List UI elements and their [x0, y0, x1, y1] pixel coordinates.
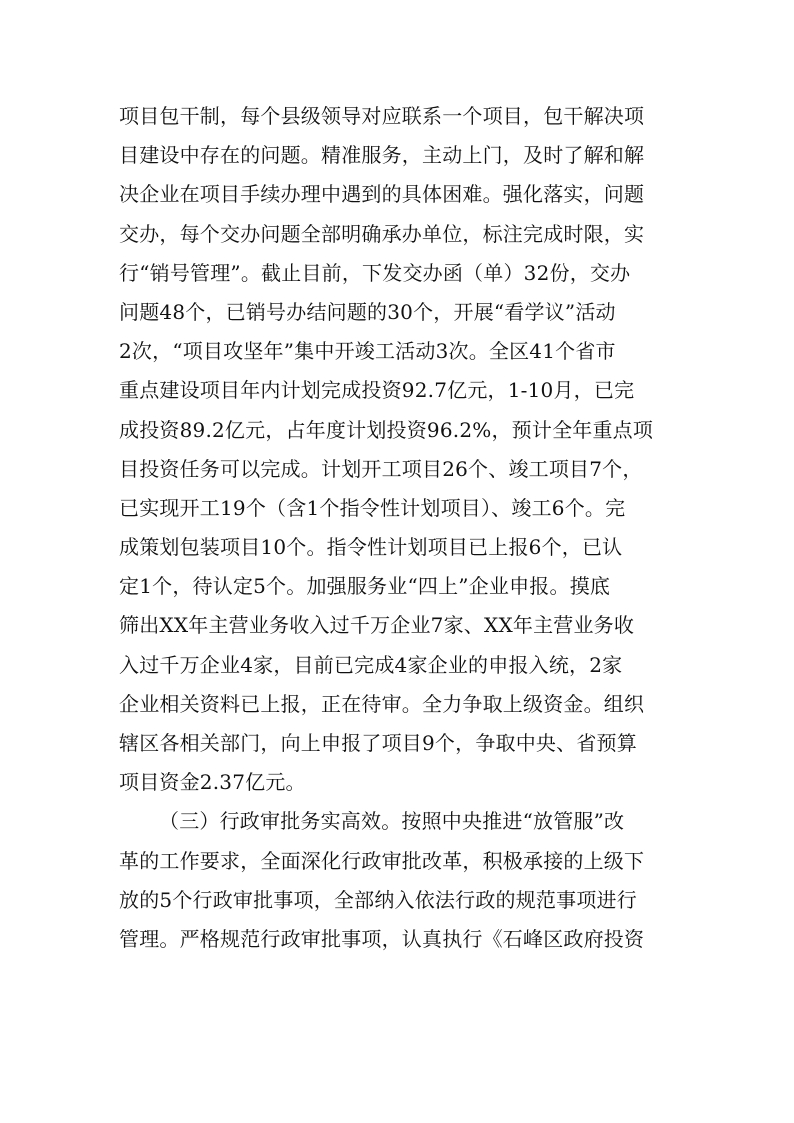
- paragraph-1-line: 辖区各相关部门，向上申报了项目9个，争取中央、省预算: [119, 731, 637, 755]
- paragraph-2-line: 放的5个行政审批事项，全部纳入依法行政的规范事项进行: [119, 887, 637, 912]
- paragraph-1-line: 重点建设项目年内计划完成投资92.7亿元，1-10月，已完: [119, 378, 635, 403]
- paragraph-2-line: 管理。严格规范行政审批事项，认真执行《石峰区政府投资: [119, 926, 645, 951]
- paragraph-1-line: 2次，“项目攻坚年”集中开竣工活动3次。全区41个省市: [119, 339, 616, 364]
- paragraph-1-line: 成投资89.2亿元，占年度计划投资96.2%，预计全年重点项: [119, 417, 654, 442]
- paragraph-1-line: 行“销号管理”。截止目前，下发交办函（单）32份，交办: [119, 260, 631, 285]
- paragraph-1-line: 已实现开工19个（含1个指令性计划项目）、竣工6个。完: [119, 495, 626, 520]
- paragraph-1-line: 决企业在项目手续办理中遇到的具体困难。强化落实，问题: [119, 182, 645, 207]
- paragraph-1-line: 筛出XX年主营业务收入过千万企业7家、XX年主营业务收: [119, 613, 635, 638]
- paragraph-1-line: 目投资任务可以完成。计划开工项目26个、竣工项目7个，: [119, 456, 643, 481]
- paragraph-2-line: 革的工作要求，全面深化行政审批改革，积极承接的上级下: [119, 848, 645, 873]
- paragraph-1-line: 交办，每个交办问题全部明确承办单位，标注完成时限，实: [119, 221, 645, 246]
- paragraph-1-line: 企业相关资料已上报，正在待审。全力争取上级资金。组织: [119, 691, 645, 716]
- paragraph-1-line: 目建设中存在的问题。精准服务，主动上门，及时了解和解: [119, 143, 645, 168]
- paragraph-2-heading-line: （三）行政审批务实高效。按照中央推进“放管服”改: [159, 809, 625, 834]
- paragraph-1-line: 问题48个，已销号办结问题的30个，开展“看学议”活动: [119, 299, 616, 324]
- document-body: [119, 97, 679, 959]
- paragraph-1-line: 项目包干制，每个县级领导对应联系一个项目，包干解决项: [119, 104, 645, 128]
- paragraph-1-line: 入过千万企业4家，目前已完成4家企业的申报入统，2家: [119, 652, 623, 677]
- paragraph-1-line: 定1个，待认定5个。加强服务业“四上”企业申报。摸底: [119, 574, 611, 599]
- paragraph-1-line: 项目资金2.37亿元。: [119, 770, 306, 795]
- paragraph-1-line: 成策划包装项目10个。指令性计划项目已上报6个，已认: [119, 535, 623, 560]
